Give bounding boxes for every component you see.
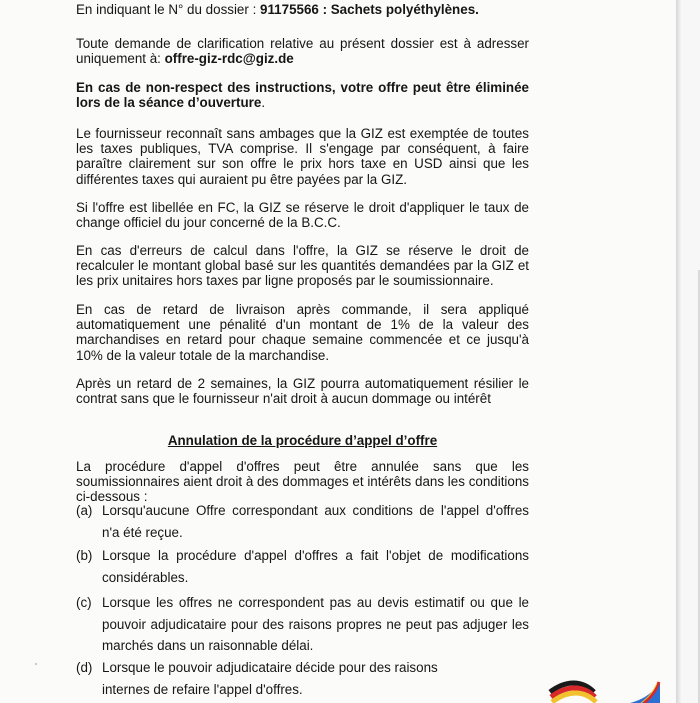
calculation-errors-paragraph: En cas d'erreurs de calcul dans l'offre, la GIZ se réserve le droit de recalculer le montant global basé sur les quantités demandées par la GIZ et les prix unitaires hors taxes par ligne proposés par le soumissionnaire. [76,243,529,289]
list-item-label: (c) [76,595,92,610]
exchange-rate-paragraph: Si l'offre est libellée en FC, la GIZ se réserve le droit d'appliquer le taux de change officiel du jour concerné de la B.C.C. [76,200,529,231]
list-item-label: (a) [76,503,93,518]
list-item-text: Lorsque le pouvoir adjudicataire décide pour des raisons internes de refaire l'appel d'offres. [102,660,438,697]
list-item-label: (b) [76,548,93,563]
tax-exemption-paragraph: Le fournisseur reconnaît sans ambages que la GIZ est exemptée de toutes les taxes publiques, TVA comprise. Il s'engage par conséquent, à faire paraître clairement sur son offre le prix hors taxe en USD ainsi que les différentes taxes qui auraient pu être payées par la GIZ. [76,126,529,187]
clarification-text: Toute demande de clarification relative au présent dossier est à adresser uniquement à: [76,36,529,67]
dossier-reference: 91175566 : Sachets polyéthylènes. [260,2,479,17]
contract-termination-paragraph: Après un retard de 2 semaines, la GIZ pourra automatiquement résilier le contrat sans que le fournisseur n'ait droit à aucun dommage ou intérêt [76,376,529,407]
dossier-line [76,2,529,17]
list-item-label: (d) [76,660,93,675]
clarification-paragraph [76,36,529,66]
contact-email: offre-giz-rdc@giz.de [164,51,294,67]
germany-drc-ribbon-logo-icon [548,670,668,703]
list-item-text: Lorsque la procédure d'appel d'offres a fait l'objet de modifications considérables. [102,548,529,585]
warning-paragraph [76,80,529,110]
scan-speck [35,663,37,665]
list-item-text: Lorsqu'aucune Offre correspondant aux conditions de l'appel d'offres n'a été reçue. [102,503,529,540]
dossier-prefix: En indiquant le N° du dossier : [76,2,261,17]
list-item-text: Lorsque les offres ne correspondent pas au devis estimatif ou que le pouvoir adjudicataire pour des raisons propres ne peut pas adjuger les marchés dans un raisonnable délai. [102,595,529,653]
section-intro: La procédure d'appel d'offres peut être annulée sans que les soumissionnaires aient droit à des dommages et intérêts dans les conditions ci-dessous : [76,459,529,505]
section-heading: Annulation de la procédure d’appel d’offre [167,433,438,448]
warning-text: En cas de non-respect des instructions, votre offre peut être éliminée lors de la séance d’ouverture [76,80,529,111]
warning-end: . [261,95,266,111]
late-delivery-paragraph: En cas de retard de livraison après commande, il sera appliqué automatiquement une pénalité d'un montant de 1% de la valeur des marchandises en retard pour chaque semaine commencée et ce jusqu'à 10% de la valeur totale de la marchandise. [76,302,529,363]
